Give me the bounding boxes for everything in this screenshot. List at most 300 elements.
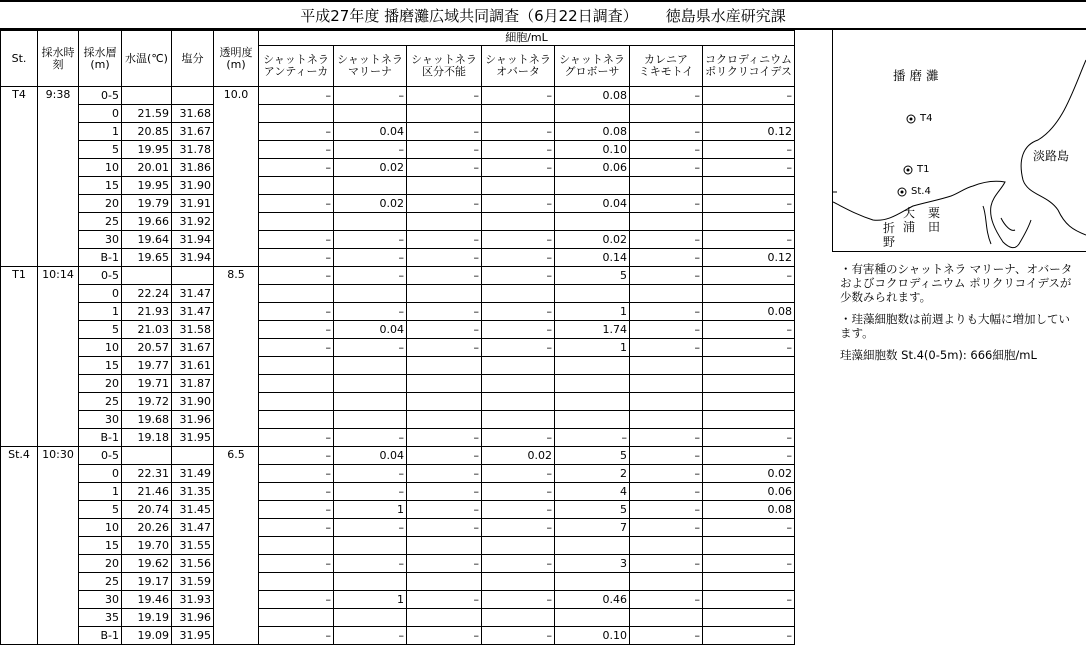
depth-cell: 5	[79, 321, 122, 339]
cell-count: –	[407, 465, 482, 483]
temperature-cell: 19.95	[122, 141, 172, 159]
survey-table	[0, 30, 795, 645]
report-title-bar	[0, 0, 1086, 30]
cell-count	[703, 573, 795, 591]
temperature-cell	[122, 267, 172, 285]
cell-count: –	[334, 627, 407, 645]
note-diatom-trend: ・珪藻細胞数は前週よりも大幅に増加しています。	[840, 312, 1070, 340]
cell-count	[482, 609, 555, 627]
header-temperature: 水温(℃)	[122, 31, 172, 87]
cell-count	[407, 357, 482, 375]
cell-count: –	[407, 429, 482, 447]
depth-cell: 20	[79, 375, 122, 393]
cell-count	[407, 393, 482, 411]
cell-count: –	[555, 429, 630, 447]
cell-count	[703, 393, 795, 411]
depth-cell: 0	[79, 465, 122, 483]
salinity-cell: 31.67	[172, 123, 214, 141]
cell-count: –	[630, 195, 703, 213]
cell-count	[555, 393, 630, 411]
cell-count: –	[259, 231, 334, 249]
cell-count: 3	[555, 555, 630, 573]
header-depth: 採水層(m)	[79, 31, 122, 87]
cell-count: 5	[555, 501, 630, 519]
cell-count: 4	[555, 483, 630, 501]
cell-count	[555, 285, 630, 303]
depth-cell: 30	[79, 411, 122, 429]
cell-count: –	[630, 519, 703, 537]
cell-count: –	[482, 231, 555, 249]
salinity-cell: 31.55	[172, 537, 214, 555]
map-place-char: 大	[903, 206, 916, 220]
cell-count: –	[630, 249, 703, 267]
table-row	[1, 375, 795, 393]
depth-cell: 10	[79, 339, 122, 357]
cell-count: 0.12	[703, 123, 795, 141]
table-row	[1, 267, 795, 285]
cell-count: 1.74	[555, 321, 630, 339]
cell-count: –	[259, 123, 334, 141]
cell-count: 5	[555, 267, 630, 285]
cell-count: –	[259, 447, 334, 465]
cell-count: –	[259, 141, 334, 159]
salinity-cell: 31.87	[172, 375, 214, 393]
cell-count: –	[259, 429, 334, 447]
cell-count: –	[630, 159, 703, 177]
cell-count: 0.08	[555, 87, 630, 105]
table-row	[1, 357, 795, 375]
cell-count	[482, 177, 555, 195]
cell-count	[407, 213, 482, 231]
table-row	[1, 177, 795, 195]
cell-count: –	[259, 303, 334, 321]
salinity-cell: 31.67	[172, 339, 214, 357]
cell-count: –	[630, 141, 703, 159]
salinity-cell: 31.90	[172, 393, 214, 411]
salinity-cell: 31.95	[172, 627, 214, 645]
depth-cell: 0-5	[79, 267, 122, 285]
cell-count: –	[482, 141, 555, 159]
header-species-1	[334, 46, 407, 87]
cell-count: –	[630, 267, 703, 285]
salinity-cell: 31.96	[172, 609, 214, 627]
table-row	[1, 627, 795, 645]
cell-count	[555, 105, 630, 123]
table-row	[1, 609, 795, 627]
species-name: アンティーカ	[263, 65, 329, 78]
cell-count: 0.04	[334, 447, 407, 465]
cell-count	[407, 537, 482, 555]
temperature-cell	[122, 447, 172, 465]
cell-count: –	[703, 159, 795, 177]
transparency-cell: 6.5	[214, 447, 259, 645]
temperature-cell: 19.65	[122, 249, 172, 267]
cell-count: 0.02	[334, 159, 407, 177]
report-title: 平成27年度 播磨灘広域共同調査（6月22日調査）	[300, 6, 638, 25]
cell-count: 0.02	[555, 231, 630, 249]
map-place-char: 折	[883, 221, 896, 235]
sampling-time-cell: 9:38	[38, 87, 79, 267]
cell-count: –	[259, 321, 334, 339]
cell-count: –	[407, 519, 482, 537]
header-station: St.	[1, 31, 38, 87]
cell-count: 0.02	[482, 447, 555, 465]
cell-count	[259, 357, 334, 375]
cell-count: –	[407, 483, 482, 501]
cell-count: –	[482, 123, 555, 141]
cell-count: 1	[555, 303, 630, 321]
header-species-4	[555, 46, 630, 87]
depth-cell: 35	[79, 609, 122, 627]
transparency-cell: 8.5	[214, 267, 259, 447]
cell-count	[259, 375, 334, 393]
temperature-cell: 20.01	[122, 159, 172, 177]
salinity-cell: 31.61	[172, 357, 214, 375]
report-organization: 徳島県水産研究課	[665, 6, 786, 25]
cell-count	[407, 285, 482, 303]
species-genus: シャットネラ	[411, 53, 477, 66]
cell-count	[407, 411, 482, 429]
depth-cell: 10	[79, 159, 122, 177]
note-harmful-species: ・有害種のシャットネラ マリーナ、オバータおよびコクロディニウム ポリクリコイデスが少数みられます。	[840, 262, 1073, 304]
cell-count	[555, 213, 630, 231]
salinity-cell: 31.47	[172, 519, 214, 537]
river-lines	[983, 206, 1015, 244]
cell-count: –	[407, 267, 482, 285]
depth-cell: 5	[79, 141, 122, 159]
cell-count: –	[703, 267, 795, 285]
depth-cell: 15	[79, 177, 122, 195]
cell-count: 2	[555, 465, 630, 483]
station-marker-t4	[907, 115, 915, 123]
cell-count: –	[407, 249, 482, 267]
species-genus: シャットネラ	[263, 53, 329, 66]
cell-count	[555, 573, 630, 591]
table-row	[1, 591, 795, 609]
map-label-st4: St.4	[911, 186, 931, 197]
salinity-cell: 31.59	[172, 573, 214, 591]
map-place-char: 野	[883, 235, 896, 249]
table-row	[1, 483, 795, 501]
depth-cell: 0-5	[79, 447, 122, 465]
cell-count: –	[407, 123, 482, 141]
depth-cell: 25	[79, 573, 122, 591]
cell-count	[334, 177, 407, 195]
cell-count	[555, 537, 630, 555]
cell-count	[630, 609, 703, 627]
cell-count: –	[630, 591, 703, 609]
table-row	[1, 123, 795, 141]
map-place-char: 田	[928, 220, 941, 234]
cell-count: –	[482, 483, 555, 501]
cell-count: 0.10	[555, 141, 630, 159]
cell-count: 0.04	[555, 195, 630, 213]
cell-count: –	[407, 591, 482, 609]
depth-cell: 1	[79, 483, 122, 501]
species-name: マリーナ	[348, 65, 392, 78]
cell-count: –	[482, 519, 555, 537]
cell-count	[482, 393, 555, 411]
map-island-label: 淡路島	[1033, 149, 1070, 163]
cell-count	[259, 177, 334, 195]
depth-cell: 25	[79, 213, 122, 231]
cell-count: –	[703, 429, 795, 447]
salinity-cell: 31.45	[172, 501, 214, 519]
cell-count	[482, 357, 555, 375]
salinity-cell: 31.49	[172, 465, 214, 483]
map-label-t1: T1	[917, 164, 930, 175]
table-row	[1, 249, 795, 267]
cell-count: 0.06	[555, 159, 630, 177]
cell-count: –	[259, 465, 334, 483]
cell-count: –	[407, 339, 482, 357]
cell-count: –	[334, 231, 407, 249]
cell-count: –	[259, 501, 334, 519]
map-sea-label: 播 磨 灘	[893, 68, 939, 83]
cell-count: –	[482, 303, 555, 321]
cell-count	[259, 411, 334, 429]
species-genus: シャットネラ	[559, 53, 625, 66]
table-header	[1, 31, 795, 87]
cell-count: –	[703, 141, 795, 159]
station-cell: T4	[1, 87, 38, 267]
cell-count: –	[482, 267, 555, 285]
cell-count	[630, 213, 703, 231]
table-row	[1, 429, 795, 447]
cell-count: –	[482, 87, 555, 105]
depth-cell: 5	[79, 501, 122, 519]
table-body	[1, 87, 795, 645]
cell-count: –	[630, 447, 703, 465]
depth-cell: 15	[79, 537, 122, 555]
header-transparency: 透明度(m)	[214, 31, 259, 87]
cell-count: –	[334, 465, 407, 483]
table-row	[1, 339, 795, 357]
temperature-cell: 21.59	[122, 105, 172, 123]
table-row	[1, 213, 795, 231]
cell-count: –	[630, 483, 703, 501]
cell-count: –	[630, 123, 703, 141]
depth-cell: 15	[79, 357, 122, 375]
temperature-cell: 19.09	[122, 627, 172, 645]
cell-count: –	[407, 303, 482, 321]
cell-count: –	[630, 303, 703, 321]
cell-count: –	[259, 249, 334, 267]
species-name: ミキモトイ	[638, 65, 694, 78]
cell-count: –	[334, 303, 407, 321]
cell-count: 0.14	[555, 249, 630, 267]
cell-count	[630, 285, 703, 303]
temperature-cell: 20.57	[122, 339, 172, 357]
note-diatom-count: 珪藻細胞数 St.4(0-5m): 666細胞/mL	[840, 348, 1037, 362]
cell-count	[630, 105, 703, 123]
header-sampling-time: 採水時刻	[38, 31, 79, 87]
cell-count: –	[259, 627, 334, 645]
cell-count	[334, 393, 407, 411]
cell-count	[482, 411, 555, 429]
cell-count: –	[482, 339, 555, 357]
cell-count	[703, 357, 795, 375]
cell-count	[334, 609, 407, 627]
cell-count	[555, 357, 630, 375]
cell-count: 1	[334, 501, 407, 519]
species-name: 区分不能	[422, 65, 466, 78]
map-label-t4: T4	[920, 113, 933, 124]
table-row	[1, 321, 795, 339]
table-row	[1, 501, 795, 519]
cell-count: –	[259, 87, 334, 105]
cell-count: –	[334, 483, 407, 501]
salinity-cell: 31.93	[172, 591, 214, 609]
table-row	[1, 159, 795, 177]
temperature-cell: 19.62	[122, 555, 172, 573]
cell-count	[482, 537, 555, 555]
cell-count: –	[334, 519, 407, 537]
temperature-cell: 19.68	[122, 411, 172, 429]
map-place-char: 浦	[903, 220, 916, 234]
cell-count	[482, 375, 555, 393]
salinity-cell: 31.86	[172, 159, 214, 177]
cell-count	[259, 393, 334, 411]
temperature-cell: 19.70	[122, 537, 172, 555]
cell-count: 0.04	[334, 321, 407, 339]
salinity-cell	[172, 267, 214, 285]
cell-count: –	[407, 321, 482, 339]
cell-count: –	[482, 627, 555, 645]
table-row	[1, 393, 795, 411]
cell-count: 0.02	[703, 465, 795, 483]
header-salinity: 塩分	[172, 31, 214, 87]
cell-count: –	[407, 501, 482, 519]
salinity-cell: 31.58	[172, 321, 214, 339]
temperature-cell: 19.17	[122, 573, 172, 591]
cell-count	[482, 285, 555, 303]
table-row	[1, 195, 795, 213]
cell-count: –	[259, 267, 334, 285]
cell-count: –	[482, 249, 555, 267]
cell-count: –	[482, 195, 555, 213]
temperature-cell: 21.93	[122, 303, 172, 321]
cell-count	[334, 357, 407, 375]
cell-count: –	[630, 321, 703, 339]
depth-cell: B-1	[79, 249, 122, 267]
salinity-cell: 31.91	[172, 195, 214, 213]
cell-count	[259, 573, 334, 591]
cell-count	[259, 285, 334, 303]
cell-count	[407, 609, 482, 627]
cell-count	[703, 105, 795, 123]
table-row	[1, 519, 795, 537]
species-name: オバータ	[496, 65, 540, 78]
cell-count: –	[630, 231, 703, 249]
temperature-cell: 19.95	[122, 177, 172, 195]
cell-count: –	[703, 591, 795, 609]
cell-count: 1	[555, 339, 630, 357]
header-species-5	[630, 46, 703, 87]
temperature-cell: 19.71	[122, 375, 172, 393]
cell-count: –	[703, 519, 795, 537]
cell-count: –	[703, 555, 795, 573]
table-row	[1, 555, 795, 573]
cell-count	[703, 177, 795, 195]
cell-count	[334, 285, 407, 303]
cell-count: –	[334, 339, 407, 357]
temperature-cell	[122, 87, 172, 105]
notes-panel	[840, 262, 1080, 370]
cell-count: –	[630, 339, 703, 357]
cell-count	[259, 609, 334, 627]
cell-count: 7	[555, 519, 630, 537]
cell-count: –	[407, 87, 482, 105]
cell-count	[407, 375, 482, 393]
station-map	[832, 30, 1086, 252]
table-row	[1, 411, 795, 429]
cell-count: 1	[334, 591, 407, 609]
salinity-cell: 31.47	[172, 285, 214, 303]
transparency-cell: 10.0	[214, 87, 259, 267]
depth-cell: 10	[79, 519, 122, 537]
temperature-cell: 22.31	[122, 465, 172, 483]
cell-count: –	[259, 519, 334, 537]
cell-count: –	[334, 555, 407, 573]
temperature-cell: 19.66	[122, 213, 172, 231]
temperature-cell: 21.46	[122, 483, 172, 501]
salinity-cell: 31.78	[172, 141, 214, 159]
station-cell: St.4	[1, 447, 38, 645]
salinity-cell	[172, 87, 214, 105]
cell-count: –	[482, 159, 555, 177]
cell-count	[703, 375, 795, 393]
cell-count: –	[407, 195, 482, 213]
map-svg	[833, 30, 1086, 251]
cell-count: –	[407, 555, 482, 573]
cell-count: –	[407, 141, 482, 159]
cell-count: –	[334, 267, 407, 285]
table-row	[1, 303, 795, 321]
cell-count: 0.08	[703, 303, 795, 321]
depth-cell: 1	[79, 123, 122, 141]
cell-count	[407, 177, 482, 195]
cell-count	[555, 411, 630, 429]
cell-count: –	[407, 159, 482, 177]
cell-count	[630, 393, 703, 411]
salinity-cell: 31.94	[172, 231, 214, 249]
depth-cell: B-1	[79, 627, 122, 645]
salinity-cell: 31.90	[172, 177, 214, 195]
cell-count: 0.02	[334, 195, 407, 213]
temperature-cell: 20.74	[122, 501, 172, 519]
cell-count	[630, 375, 703, 393]
sampling-time-cell: 10:14	[38, 267, 79, 447]
cell-count: –	[482, 591, 555, 609]
species-genus: シャットネラ	[337, 53, 403, 66]
depth-cell: 0	[79, 285, 122, 303]
depth-cell: 0	[79, 105, 122, 123]
salinity-cell: 31.68	[172, 105, 214, 123]
cell-count: –	[630, 627, 703, 645]
table-row	[1, 465, 795, 483]
depth-cell: 30	[79, 591, 122, 609]
header-species-2	[407, 46, 482, 87]
salinity-cell: 31.47	[172, 303, 214, 321]
cell-count: 0.08	[555, 123, 630, 141]
map-place-char: 粟	[928, 206, 941, 220]
header-species-3	[482, 46, 555, 87]
salinity-cell: 31.95	[172, 429, 214, 447]
cell-count	[334, 213, 407, 231]
cell-count	[630, 537, 703, 555]
cell-count: –	[630, 465, 703, 483]
